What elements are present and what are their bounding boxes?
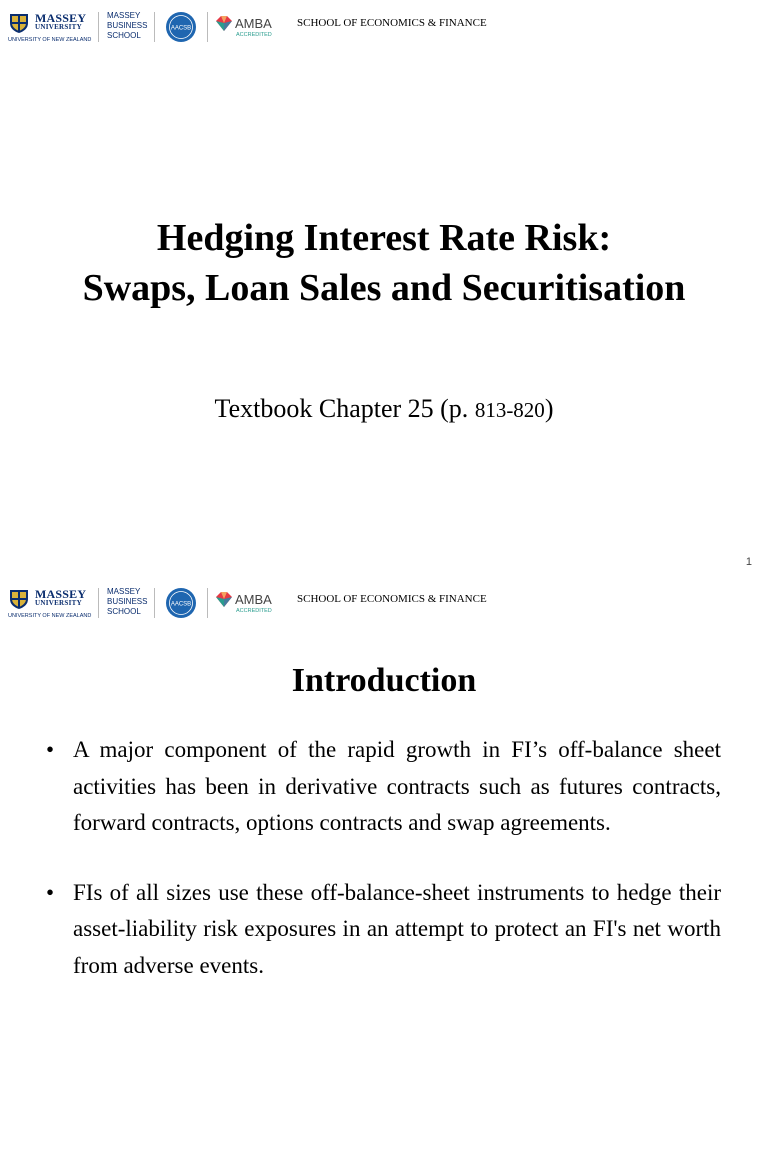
aacsb-label: AACSB: [170, 25, 192, 32]
bullet-text: FIs of all sizes use these off-balance-sheet instruments to hedge their asset-liability risk exposures in an attempt to protect an FI's net worth from adverse events.: [73, 879, 721, 978]
slide-title: [0, 213, 768, 313]
header-divider: [154, 588, 155, 618]
massey-tagline: UNIVERSITY OF NEW ZEALAND: [8, 37, 92, 43]
slide-header: [0, 0, 768, 48]
header-divider: [207, 588, 208, 618]
bullet-item: [46, 875, 721, 985]
university-wordmark: UNIVERSITY: [35, 599, 82, 607]
business-school-line: SCHOOL: [107, 607, 141, 616]
slide-header: [0, 576, 768, 624]
title-line: Swaps, Loan Sales and Securitisation: [82, 267, 686, 309]
business-school-logo: [107, 11, 147, 41]
bullet-text: A major component of the rapid growth in FI’s off-balance sheet activities has been in derivative contracts such as futures contracts, forward contracts, options contracts and swap agreements.: [73, 737, 721, 835]
slide-title: Introduction: [291, 662, 477, 699]
bullet-item: [46, 732, 721, 842]
amba-accredited: ACCREDITED: [236, 32, 272, 38]
massey-wordmark: MASSEY: [35, 11, 87, 25]
page-number: 1: [745, 556, 752, 568]
university-wordmark: UNIVERSITY: [35, 23, 82, 31]
massey-tagline: UNIVERSITY OF NEW ZEALAND: [8, 613, 92, 619]
business-school-line: MASSEY: [107, 11, 141, 20]
title-line: Hedging Interest Rate Risk:: [156, 217, 612, 259]
bullet-list: [46, 732, 721, 1017]
amba-label: AMBA: [235, 592, 272, 607]
bullet-icon: •: [46, 737, 55, 762]
business-school-line: BUSINESS: [107, 597, 148, 606]
subtitle-text: Textbook Chapter 25 (p.: [214, 394, 475, 423]
amba-logo-icon: [216, 589, 288, 615]
header-divider: [207, 12, 208, 42]
header-divider: [154, 12, 155, 42]
business-school-line: MASSEY: [107, 587, 141, 596]
business-school-logo: [107, 587, 147, 617]
amba-label: AMBA: [235, 16, 272, 31]
business-school-line: SCHOOL: [107, 31, 141, 40]
subtitle-close: ): [544, 394, 554, 423]
amba-accredited: ACCREDITED: [236, 608, 272, 614]
massey-university-logo: [8, 10, 90, 46]
business-school-line: BUSINESS: [107, 21, 148, 30]
header-divider: [98, 588, 99, 618]
amba-logo-icon: [216, 13, 288, 39]
aacsb-label: AACSB: [170, 601, 192, 608]
massey-crest-icon: [8, 588, 30, 610]
school-name: SCHOOL OF ECONOMICS & FINANCE: [297, 593, 487, 605]
header-divider: [98, 12, 99, 42]
bullet-icon: •: [46, 879, 55, 905]
aacsb-badge-icon: [165, 587, 197, 619]
massey-crest-icon: [8, 12, 30, 34]
school-name: SCHOOL OF ECONOMICS & FINANCE: [297, 17, 487, 29]
massey-university-logo: [8, 586, 90, 622]
slide-2: [0, 576, 768, 1152]
aacsb-badge-icon: [165, 11, 197, 43]
massey-wordmark: MASSEY: [35, 587, 87, 601]
subtitle-pages: 813-820: [474, 398, 545, 422]
slide-subtitle: [0, 394, 768, 424]
